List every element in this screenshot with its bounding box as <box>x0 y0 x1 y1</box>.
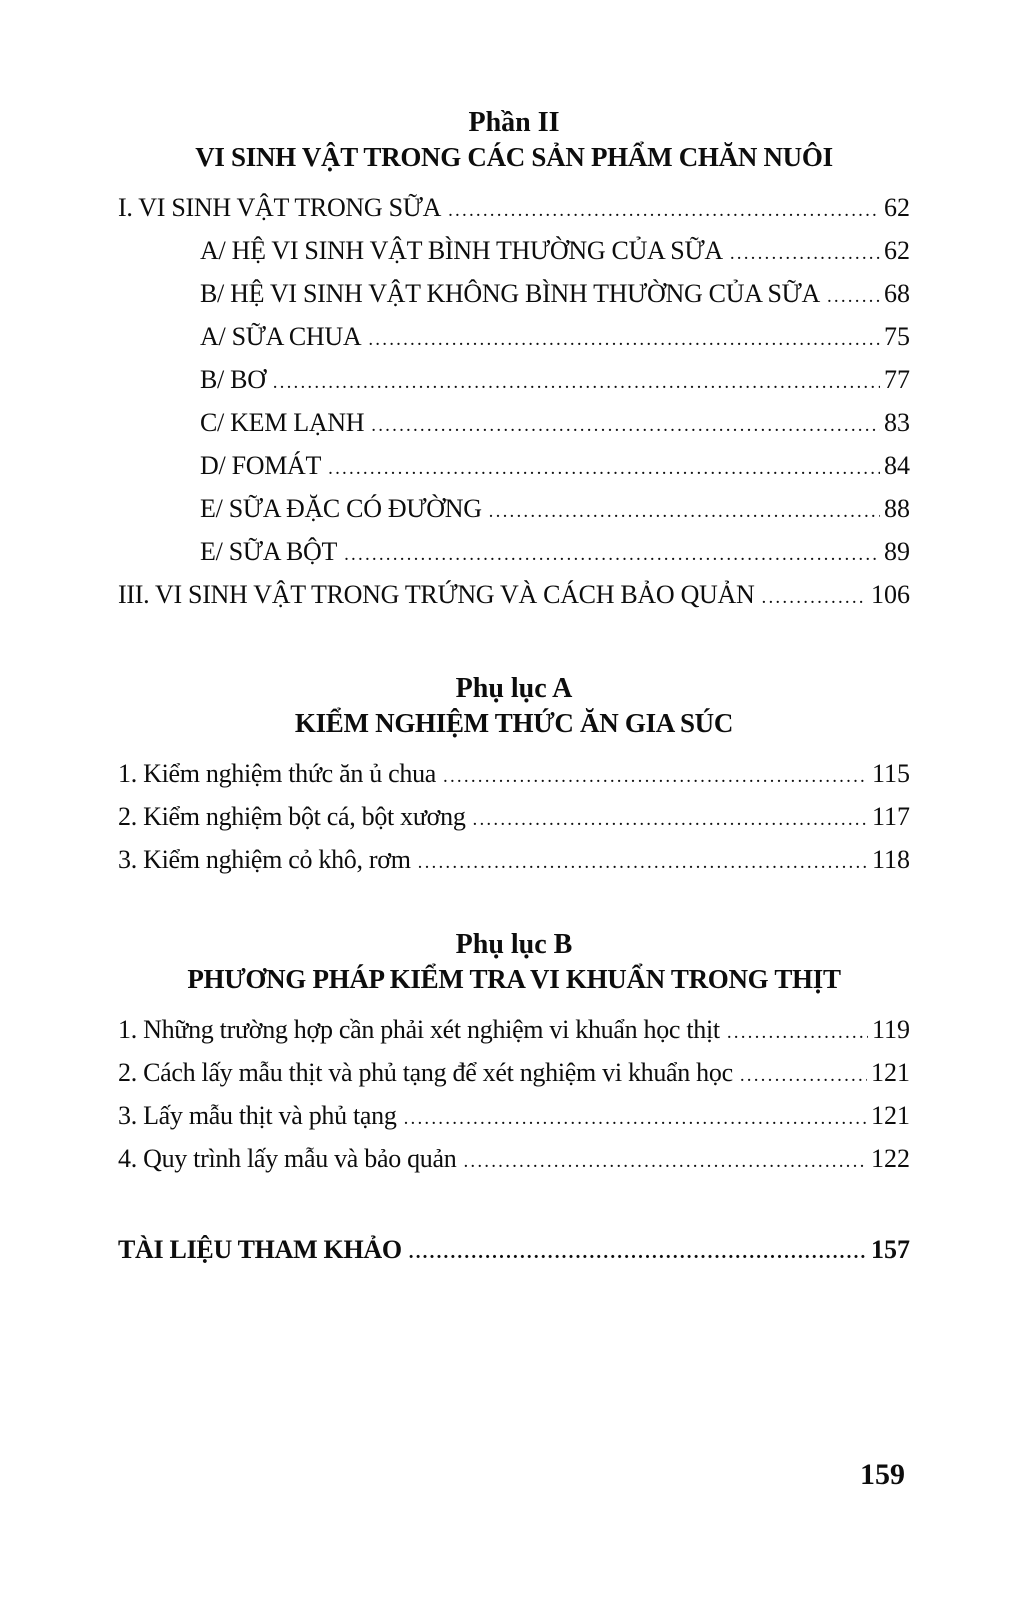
page-number: 159 <box>860 1458 905 1491</box>
section-heading-part2 <box>118 106 910 174</box>
dot-leader <box>473 795 868 841</box>
dot-leader <box>463 1137 867 1183</box>
toc-entry-label: E/ SỮA ĐẶC CÓ ĐƯỜNG <box>200 494 482 523</box>
toc-entry-page: 68 <box>884 279 910 308</box>
dot-leader <box>418 838 868 884</box>
toc-entry-label: 3. Lấy mẫu thịt và phủ tạng <box>118 1101 397 1130</box>
toc-entry <box>118 315 910 358</box>
toc-entry-label: 1. Kiểm nghiệm thức ăn ủ chua <box>118 759 437 788</box>
dot-leader <box>448 186 880 232</box>
section-heading-top: Phụ lục B <box>455 929 573 960</box>
dot-leader <box>727 1008 868 1054</box>
references-label: TÀI LIỆU THAM KHẢO <box>118 1235 402 1264</box>
dot-leader <box>489 487 880 533</box>
toc-entry-label: B/ BƠ <box>200 365 266 394</box>
dot-leader <box>762 573 868 619</box>
toc-entry-label: 3. Kiểm nghiệm cỏ khô, rơm <box>118 845 411 874</box>
toc-entry <box>118 358 910 401</box>
toc-entry <box>118 272 910 315</box>
toc-entry-page: 106 <box>871 580 910 609</box>
toc-entry-page: 88 <box>884 494 910 523</box>
dot-leader <box>443 752 868 798</box>
toc-entry-label: E/ SỮA BỘT <box>200 537 338 566</box>
toc-entry-label: A/ SỮA CHUA <box>200 322 362 351</box>
toc-entry-page: 62 <box>884 193 910 222</box>
toc-entry <box>118 1137 910 1180</box>
section-heading-main: PHƯƠNG PHÁP KIỂM TRA VI KHUẨN TRONG THỊT <box>187 964 841 994</box>
dot-leader <box>368 315 880 361</box>
section-heading-main: VI SINH VẬT TRONG CÁC SẢN PHẨM CHĂN NUÔI <box>195 142 833 172</box>
toc-entry-label: D/ FOMÁT <box>200 451 322 480</box>
toc-entry-page: 83 <box>884 408 910 437</box>
toc-entry-label: C/ KEM LẠNH <box>200 408 365 437</box>
toc-entry <box>118 1051 910 1094</box>
references-entry <box>118 1228 910 1271</box>
section-heading-top: Phần II <box>468 107 560 138</box>
references-page: 157 <box>871 1235 910 1264</box>
dot-leader <box>404 1094 867 1140</box>
toc-entry-label: I. VI SINH VẬT TRONG SỮA <box>118 193 442 222</box>
toc-entry-page: 84 <box>884 451 910 480</box>
dot-leader <box>371 401 880 447</box>
toc-entry <box>118 838 910 881</box>
toc-entry-label: 2. Cách lấy mẫu thịt và phủ tạng để xét nghiệm vi khuẩn học <box>118 1058 733 1087</box>
toc-entry-page: 77 <box>884 365 910 394</box>
toc-entry-page: 121 <box>871 1058 910 1087</box>
toc-entry <box>118 1094 910 1137</box>
toc-entry <box>118 1008 910 1051</box>
toc-entry-page: 119 <box>871 1015 910 1044</box>
dot-leader <box>409 1228 867 1274</box>
toc-entry <box>118 487 910 530</box>
toc-entry <box>118 752 910 795</box>
dot-leader <box>273 358 880 404</box>
dot-leader <box>740 1051 867 1097</box>
toc-entry <box>118 444 910 487</box>
toc-entry <box>118 229 910 272</box>
toc-entry <box>118 401 910 444</box>
toc-entry <box>118 186 910 229</box>
dot-leader <box>827 272 880 318</box>
toc-entry-page: 121 <box>871 1101 910 1130</box>
toc-entry-page: 117 <box>871 802 910 831</box>
toc-entry-page: 89 <box>884 537 910 566</box>
toc-entry-page: 122 <box>871 1144 910 1173</box>
dot-leader <box>328 444 880 490</box>
toc-entry-label: 4. Quy trình lấy mẫu và bảo quản <box>118 1144 457 1173</box>
section-heading-appendix-b <box>118 928 910 996</box>
toc-entry <box>118 795 910 838</box>
toc-list-part2 <box>118 186 910 616</box>
section-heading-main: KIỂM NGHIỆM THỨC ĂN GIA SÚC <box>294 708 734 738</box>
toc-entry <box>118 573 910 616</box>
toc-entry-label: 2. Kiểm nghiệm bột cá, bột xương <box>118 802 466 831</box>
toc-entry <box>118 530 910 573</box>
dot-leader <box>730 229 880 275</box>
toc-entry-page: 75 <box>884 322 910 351</box>
dot-leader <box>344 530 880 576</box>
toc-entry-page: 115 <box>871 759 910 788</box>
toc-list-appendix-a <box>118 752 910 881</box>
toc-entry-page: 118 <box>871 845 910 874</box>
section-heading-appendix-a <box>118 672 910 740</box>
toc-entry-label: A/ HỆ VI SINH VẬT BÌNH THƯỜNG CỦA SỮA <box>200 236 723 265</box>
toc-entry-label: III. VI SINH VẬT TRONG TRỨNG VÀ CÁCH BẢO QUẢN <box>118 580 755 609</box>
toc-entry-page: 62 <box>884 236 910 265</box>
toc-list-appendix-b <box>118 1008 910 1180</box>
toc-entry-label: 1. Những trường hợp cần phải xét nghiệm vi khuẩn học thịt <box>118 1015 720 1044</box>
section-heading-top: Phụ lục A <box>455 673 573 704</box>
toc-entry-label: B/ HỆ VI SINH VẬT KHÔNG BÌNH THƯỜNG CỦA SỮA <box>200 279 820 308</box>
